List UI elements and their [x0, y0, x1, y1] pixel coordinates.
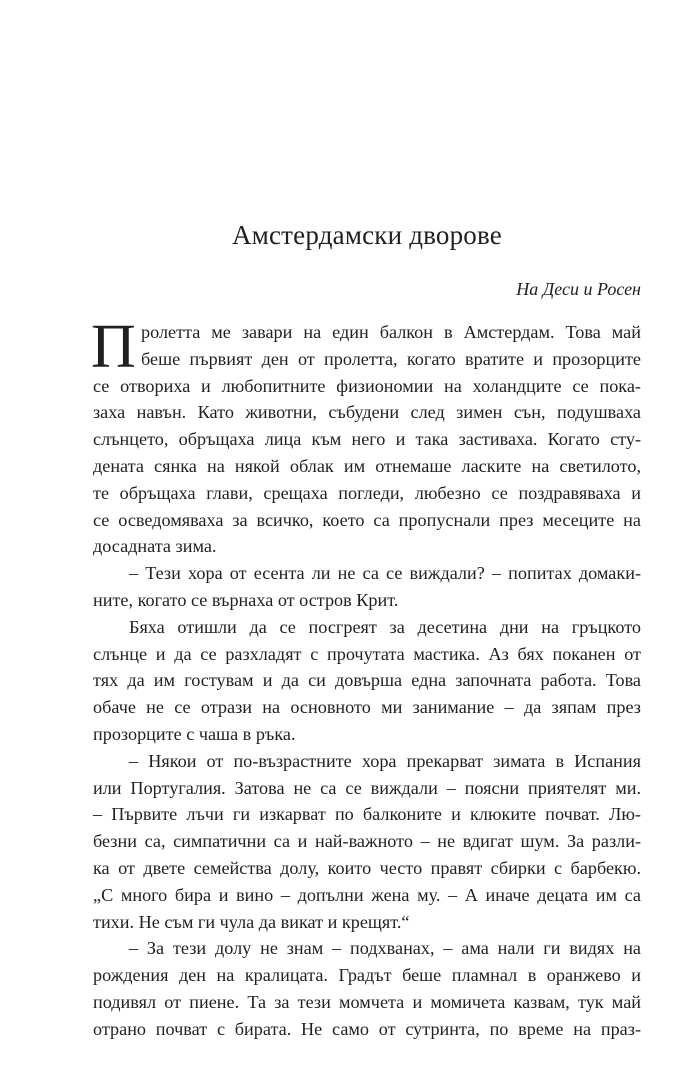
text-line: отрано почват с бирата. Не само от сутринта, по време на праз- — [93, 1018, 641, 1039]
text-line: ролетта ме завари на един балкон в Амстердам. Това май — [141, 322, 641, 342]
text-line: – За тези долу не знам – подхванах, – ама нали ги видях на — [129, 938, 641, 959]
text-line: подивял от пиене. Та за тези момчета и момичета казвам, тук май — [93, 991, 641, 1012]
text-line: „С много бира и вино – допълни жена му. – А иначе децата им са — [93, 884, 641, 905]
text-line: дената сянка на някой облак им отнемаше ласките на светилото, — [93, 455, 641, 476]
text-line: ка от двете семейства долу, които често правят сбирки с барбекю. — [93, 857, 641, 878]
text-line: се осведомяваха за всичко, което са пропуснали през месеците на — [93, 509, 641, 530]
text-line: се отвориха и любопитните физиономии на холандците се пока- — [93, 375, 641, 396]
book-page — [93, 0, 641, 1075]
text-line: прозорците с чаша в ръка. — [93, 723, 296, 744]
text-line: – Някои от по-възрастните хора прекарват зимата в Испания — [129, 750, 641, 771]
text-line: тихи. Не съм ги чула да викат и крещят.“ — [93, 911, 410, 932]
text-line: слънцето, обръщаха лица към него и така застиваха. Когато сту- — [93, 429, 641, 450]
text-line: или Португалия. Затова не са се виждали – поясни приятелят ми. — [93, 777, 641, 798]
text-line: безни са, симпатични са и най-важното – не вдигат шум. За разли- — [93, 831, 641, 852]
text-line: рождения ден на кралицата. Градът беше пламнал в оранжево и — [93, 965, 641, 986]
text-line: – Първите лъчи ги изкарват по балконите и клюките почват. Лю- — [93, 804, 641, 825]
text-line: беше първият ден от пролетта, когато вратите и прозорците — [141, 348, 641, 369]
dedication: На Деси и Росен — [516, 279, 641, 299]
text-line: ните, когато се върнаха от остров Крит. — [93, 589, 399, 610]
text-line: заха навън. Като животни, събудени след зимен сън, подушваха — [93, 402, 641, 423]
text-line: обаче не се отрази на основното ми занимание – да зяпам през — [93, 697, 641, 718]
text-line: тях да им гостувам и да си довърша една започната работа. Това — [93, 670, 641, 691]
chapter-title: Амстердамски дворове — [232, 220, 502, 250]
drop-cap: П — [91, 313, 136, 381]
text-line: те обръщаха глави, срещаха погледи, любезно се поздравяваха и — [93, 482, 641, 503]
text-line: Бяха отишли да се посгреят за десетина дни на гръцкото — [129, 616, 641, 637]
text-line: досадната зима. — [93, 536, 217, 557]
text-line: слънце и да се разхладят с прочутата мастика. Аз бях поканен от — [93, 643, 641, 664]
body-text — [91, 313, 641, 1043]
text-line: – Тези хора от есента ли не са се виждали? – попитах домаки- — [129, 563, 641, 584]
